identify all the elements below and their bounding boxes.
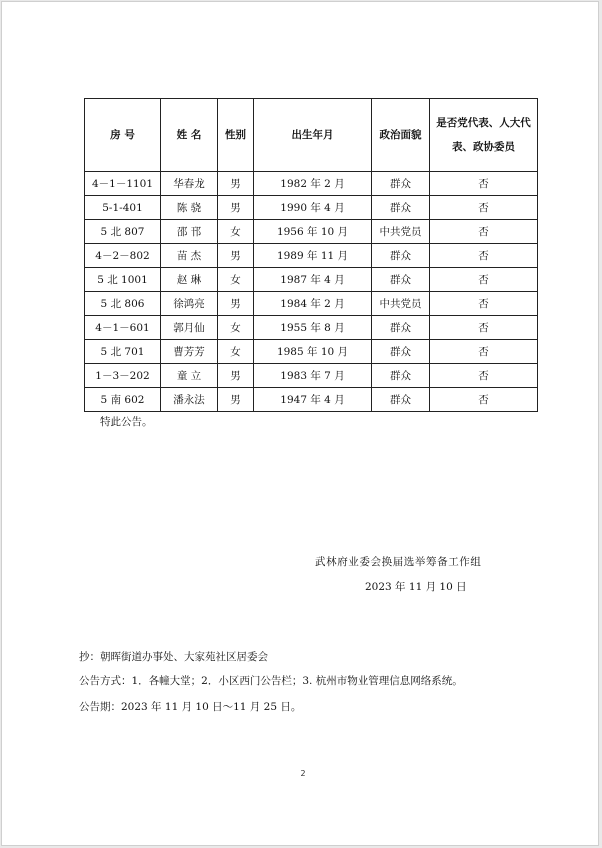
header-representative: 是否党代表、人大代表、政协委员: [430, 99, 538, 172]
cell-room: 5 北 1001: [85, 268, 161, 292]
header-gender: 性别: [218, 99, 254, 172]
table-header-row: [85, 99, 538, 172]
header-birth: 出生年月: [254, 99, 372, 172]
cell-representative: 否: [430, 316, 538, 340]
cell-gender: 男: [218, 196, 254, 220]
cell-gender: 女: [218, 316, 254, 340]
cell-politics: 群众: [372, 340, 430, 364]
cell-room: 5-1-401: [85, 196, 161, 220]
cell-birth: 1990 年 4 月: [254, 196, 372, 220]
header-politics: 政治面貌: [372, 99, 430, 172]
cell-politics: 群众: [372, 316, 430, 340]
cell-politics: 中共党员: [372, 220, 430, 244]
cell-gender: 女: [218, 220, 254, 244]
cell-representative: 否: [430, 220, 538, 244]
cell-gender: 女: [218, 340, 254, 364]
cell-birth: 1947 年 4 月: [254, 388, 372, 412]
cell-gender: 女: [218, 268, 254, 292]
table-row: [85, 292, 538, 316]
publication-method-line: 公告方式：1．各幢大堂；2．小区西门公告栏；3. 杭州市物业管理信息网络系统。: [79, 675, 463, 687]
table-body: [85, 172, 538, 412]
table-row: [85, 220, 538, 244]
table-row: [85, 196, 538, 220]
cell-room: 4－1－601: [85, 316, 161, 340]
cell-politics: 群众: [372, 172, 430, 196]
cell-representative: 否: [430, 196, 538, 220]
table-row: [85, 244, 538, 268]
copy-to-line: 抄：朝晖街道办事处、大家苑社区居委会: [79, 651, 268, 663]
cell-birth: 1955 年 8 月: [254, 316, 372, 340]
cell-politics: 中共党员: [372, 292, 430, 316]
cell-gender: 男: [218, 172, 254, 196]
publication-period-line: 公告期：2023 年 11 月 10 日～11 月 25 日。: [79, 701, 302, 713]
table-row: [85, 316, 538, 340]
cell-birth: 1982 年 2 月: [254, 172, 372, 196]
cell-room: 5 北 701: [85, 340, 161, 364]
cell-gender: 男: [218, 292, 254, 316]
cell-representative: 否: [430, 268, 538, 292]
cell-representative: 否: [430, 388, 538, 412]
cell-room: 1－3－202: [85, 364, 161, 388]
table-row: [85, 340, 538, 364]
cell-representative: 否: [430, 340, 538, 364]
cell-representative: 否: [430, 364, 538, 388]
cell-politics: 群众: [372, 196, 430, 220]
cell-name: 徐鸿亮: [161, 292, 218, 316]
cell-politics: 群众: [372, 268, 430, 292]
cell-name: 童 立: [161, 364, 218, 388]
header-name: 姓 名: [161, 99, 218, 172]
cell-politics: 群众: [372, 388, 430, 412]
table-row: [85, 172, 538, 196]
document-page: [1, 1, 599, 846]
table-row: [85, 364, 538, 388]
cell-birth: 1984 年 2 月: [254, 292, 372, 316]
cell-name: 潘永法: [161, 388, 218, 412]
cell-name: 曹芳芳: [161, 340, 218, 364]
closing-remark: 特此公告。: [100, 416, 153, 428]
candidate-table: [84, 98, 538, 412]
cell-room: 5 北 807: [85, 220, 161, 244]
table-row: [85, 388, 538, 412]
cell-birth: 1987 年 4 月: [254, 268, 372, 292]
cell-name: 邵 邗: [161, 220, 218, 244]
cell-politics: 群众: [372, 244, 430, 268]
page-number: 2: [300, 769, 306, 778]
cell-name: 赵 琳: [161, 268, 218, 292]
cell-birth: 1989 年 11 月: [254, 244, 372, 268]
cell-name: 陈 骁: [161, 196, 218, 220]
cell-room: 5 北 806: [85, 292, 161, 316]
cell-room: 4－2－802: [85, 244, 161, 268]
cell-gender: 男: [218, 388, 254, 412]
cell-name: 华春龙: [161, 172, 218, 196]
signature-date: 2023 年 11 月 10 日: [365, 581, 467, 593]
cell-birth: 1983 年 7 月: [254, 364, 372, 388]
header-room: 房 号: [85, 99, 161, 172]
cell-representative: 否: [430, 172, 538, 196]
signature-organization: 武林府业委会换届选举筹备工作组: [315, 556, 482, 568]
cell-name: 郭月仙: [161, 316, 218, 340]
cell-birth: 1985 年 10 月: [254, 340, 372, 364]
cell-gender: 男: [218, 244, 254, 268]
cell-room: 4－1－1101: [85, 172, 161, 196]
cell-room: 5 南 602: [85, 388, 161, 412]
cell-name: 苗 杰: [161, 244, 218, 268]
cell-representative: 否: [430, 292, 538, 316]
table-row: [85, 268, 538, 292]
cell-representative: 否: [430, 244, 538, 268]
cell-politics: 群众: [372, 364, 430, 388]
cell-gender: 男: [218, 364, 254, 388]
cell-birth: 1956 年 10 月: [254, 220, 372, 244]
